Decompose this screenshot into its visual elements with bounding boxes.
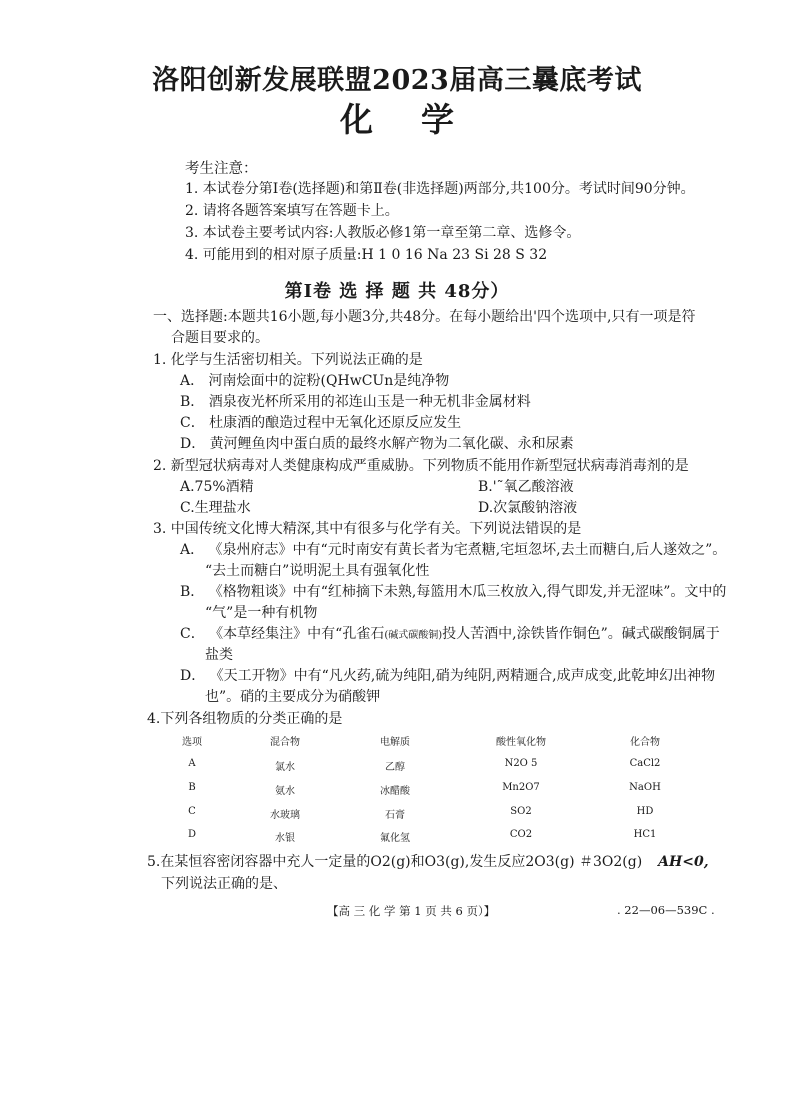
document-code: . 22—06—539C . [617, 903, 715, 917]
section-title: 第Ⅰ卷 选 择 题 共 48分） [284, 281, 510, 302]
question-3-option-a-cont: “去土而糖白”说明泥土具有强氧化性 [205, 563, 430, 579]
table-cell: CO2 [509, 829, 533, 840]
table-cell: 水银 [275, 833, 295, 844]
question-3-stem: 3. 中国传统文化博大精深,其中有很多与化学有关。下列说法错误的是 [153, 521, 582, 537]
question-3-option-c-note: (碱式碳酸铜) [384, 630, 443, 641]
question-3-option-d-cont: 也”。硝的主要成分为硝酸钾 [205, 689, 381, 705]
question-5-text: 5.在某恒容密闭容器中充人一定量的O2(g)和O3(g),发生反应2O3(g) ＃3O2(g) [147, 854, 643, 870]
table-cell: NaOH [629, 782, 661, 793]
table-cell: 水玻璃 [270, 810, 300, 821]
question-3-option-c [180, 623, 720, 643]
question-1-option-d: D． 黄河鲤鱼肉中蛋白质的最终水解产物为二氧化碳、永和尿素 [180, 436, 574, 452]
page-footer: 【高 三 化 学 第 1 页 共 6 页）】 [327, 904, 496, 918]
notice-item-3: 3. 本试卷主要考试内容:人教版必修1第一章至第二章、选修令。 [185, 225, 581, 241]
question-2-option-b: B.'˜氧乙酸溶液 [478, 479, 574, 495]
table-cell: B [188, 782, 196, 793]
table-row [170, 782, 690, 796]
table-cell: A [188, 758, 196, 769]
table-cell: 乙醇 [385, 762, 405, 773]
question-3-option-b: B． 《格物粗谈》中有“红柿摘下未熟,每篮用木瓜三枚放入,得气即发,并无涩味”。文中的 [180, 584, 727, 600]
table-header-cell: 混合物 [270, 737, 300, 748]
question-3-option-b-cont: “气”是一种有机物 [205, 605, 318, 621]
table-cell: D [187, 829, 197, 840]
question-3-option-c-text-2: 投人苦酒中,涂铁皆作铜色”。碱式碳酸铜属于 [442, 626, 720, 642]
question-3-option-d: D． 《天工开物》中有“凡火药,硫为纯阳,硝为纯阴,两精逦合,成声成变,此乾坤幻出神物 [180, 668, 716, 684]
notice-heading: 考生注意： [185, 161, 258, 177]
table-cell: 石膏 [385, 810, 405, 821]
table-cell: N2O 5 [504, 758, 538, 769]
question-4-stem: 4.下列各组物质的分类正确的是 [147, 711, 343, 727]
table-header-cell: 电解质 [380, 737, 410, 748]
table-cell: 冰醋酸 [380, 786, 410, 797]
notice-item-1: 1. 本试卷分第Ⅰ卷(选择题)和第Ⅱ卷(非选择题)两部分,共100分。考试时间90分钟。 [185, 181, 695, 197]
table-cell: SO2 [510, 806, 532, 817]
question-5-delta-h: AH<0, [658, 854, 709, 870]
question-1-option-b: B． 酒泉夜光杯所采用的祁连山玉是一种无机非金属材料 [180, 394, 531, 410]
notice-item-2: 2. 请将各题答案填写在答题卡上。 [185, 203, 399, 219]
question-5-stem-cont: 下列说法正确的是、 [161, 876, 287, 892]
question-2-option-c: C.生理盐水 [180, 500, 251, 516]
table-header-cell: 酸性氧化物 [496, 737, 546, 748]
section-instruction-cont: 合题目要求的。 [171, 330, 269, 346]
table-cell: C [188, 806, 196, 817]
exam-title: 洛阳创新发展联盟2023届高三曩底考试 [152, 65, 642, 96]
question-2-option-a: A.75%酒精 [180, 479, 254, 495]
table-row [170, 758, 690, 772]
table-row [170, 829, 690, 843]
question-1-stem: 1. 化学与生活密切相关。下列说法正确的是 [153, 352, 423, 368]
table-cell: 氯水 [275, 762, 295, 773]
question-2-stem: 2. 新型冠状病毒对人类健康构成严重威胁。下列物质不能用作新型冠状病毒消毒剂的是 [153, 458, 689, 474]
question-3-option-c-cont: 盐类 [205, 647, 233, 663]
question-1-option-c: C． 杜康酒的酿造过程中无氧化还原反应发生 [180, 415, 462, 431]
section-instruction: 一、选择题:本题共16小题,每小题3分,共48分。在每小题给出'四个选项中,只有一项是符 [153, 309, 696, 325]
question-3-option-a: A． 《泉州府志》中有“元时南安有黄长者为宅煮糖,宅垣忽坏,去土而糖白,后人遂效之”。 [180, 542, 727, 558]
table-cell: Mn2O7 [502, 782, 540, 793]
question-5-stem [147, 851, 709, 871]
table-cell: HC1 [633, 829, 657, 840]
question-1-option-a: A． 河南烩面中的淀粉(QHwCUn是纯净物 [180, 373, 450, 389]
table-cell: CaCl2 [629, 758, 661, 769]
table-cell: 氨水 [275, 786, 295, 797]
table-header-row [170, 733, 690, 747]
subject-title: 化学 [340, 100, 502, 139]
table-row [170, 806, 690, 820]
notice-item-4: 4. 可能用到的相对原子质量:H 1 0 16 Na 23 Si 28 S 32 [185, 247, 548, 263]
question-2-option-d: D.次氯酸钠溶液 [478, 500, 578, 516]
question-3-option-c-text: C． 《本草经集注》中有“孔雀石 [180, 626, 385, 642]
table-header-cell: 选项 [182, 737, 202, 748]
table-header-cell: 化合物 [630, 737, 660, 748]
table-cell: 氟化氢 [380, 833, 410, 844]
table-cell: HD [636, 806, 654, 817]
